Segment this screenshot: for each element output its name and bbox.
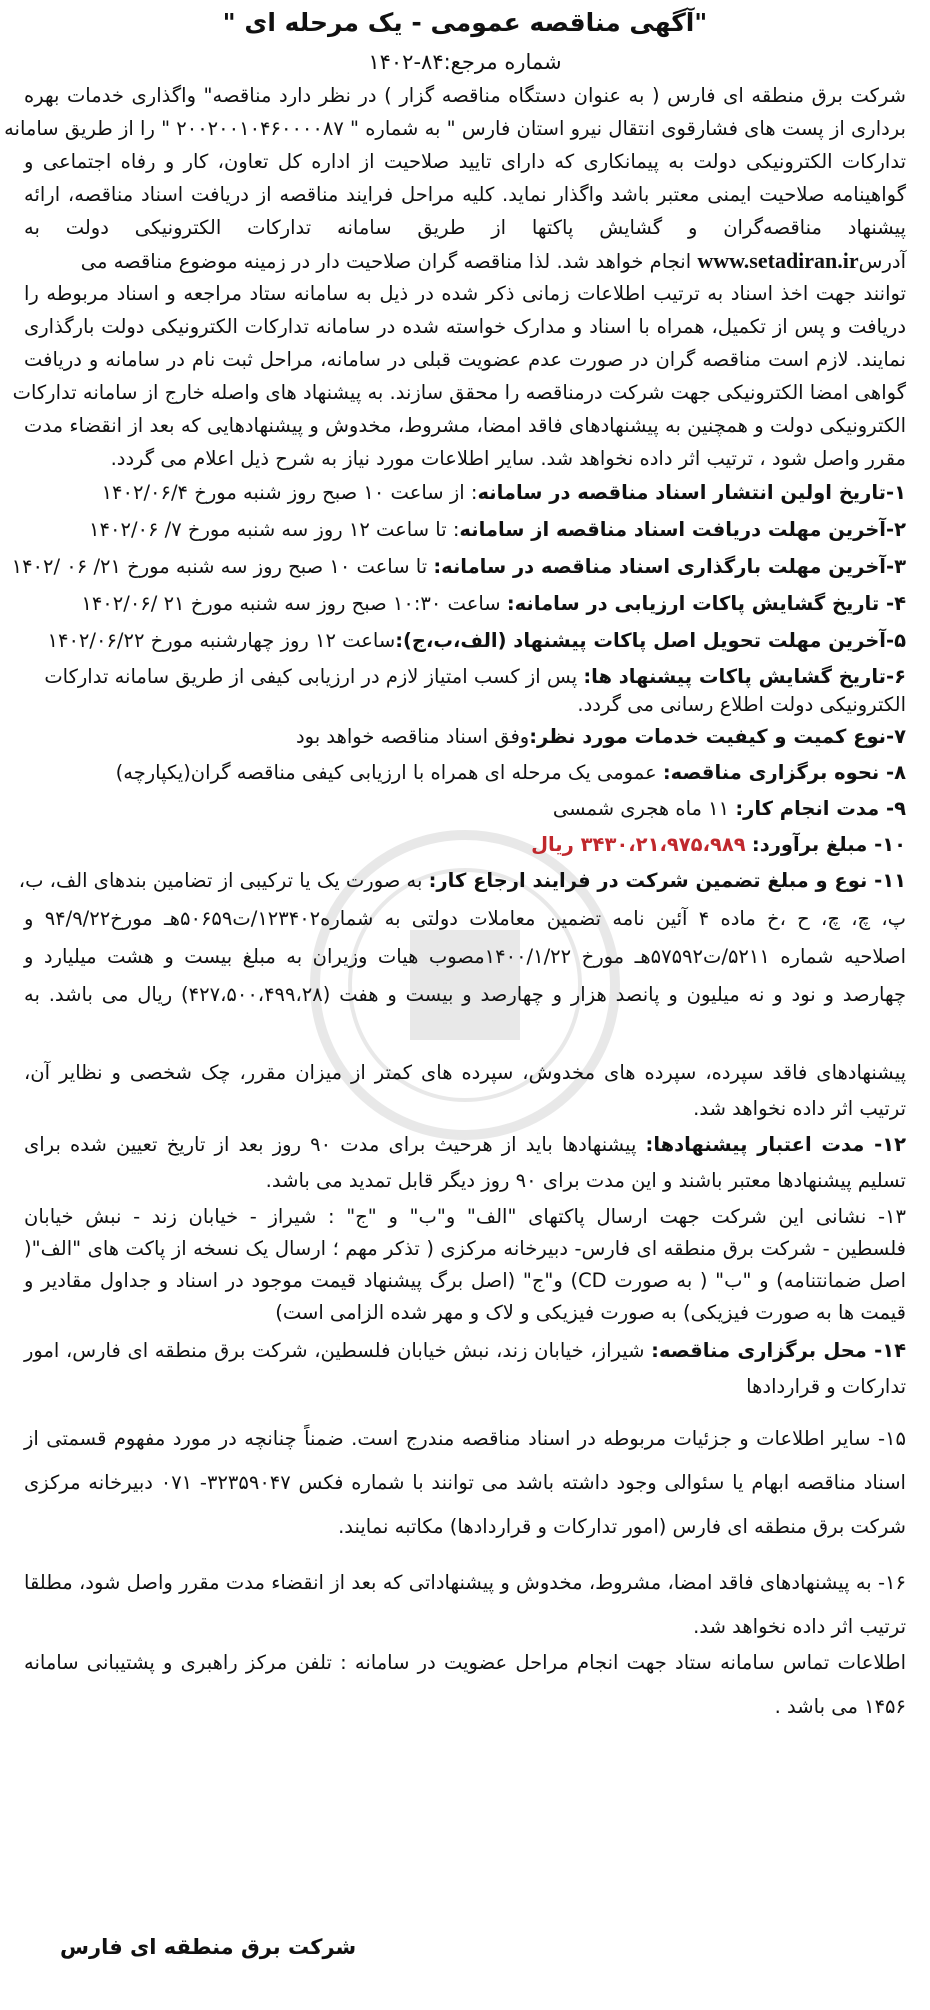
company-signature: شرکت برق منطقه ای فارس [60,1935,357,1959]
estimate-label: ۱۰- مبلغ برآورد: [751,833,906,856]
item-text: پیشنهادها باید از هرحیث برای مدت ۹۰ روز بعد از تاریخ تعیین شده برای [24,1133,646,1156]
deposit-paragraph-line: ترتیب اثر داده نخواهد شد. [693,1097,906,1120]
item-11-line: چهارصد و نود و نه میلیون و پانصد هزار و چهارصد و بیست و هفت (۴۲۷،۵۰۰،۴۹۹،۲۸) ریال می باشد. به [24,983,906,1006]
notice-title: "آگهی مناقصه عمومی - یک مرحله ای " [222,8,708,37]
item-12-line: تسلیم پیشنهادها معتبر باشند و این مدت برای ۹۰ روز دیگر قابل تمدید می باشد. [265,1169,906,1192]
item-15-line: شرکت برق منطقه ای فارس (امور تدارکات و قراردادها) مکاتبه نمایند. [338,1515,906,1538]
item-11 [18,868,906,894]
item-4 [24,591,906,617]
item-9 [24,796,906,822]
website-suffix: انجام خواهد شد. لذا مناقصه گران صلاحیت دار در زمینه موضوع مناقصه می [80,250,692,273]
intro-line: پیشنهاد مناقصه‌گران و گشایش پاکتها از طریق سامانه تدارکات الکترونیکی دولت به [24,216,906,239]
intro-line: دریافت و پس از تکمیل، همراه با اسناد و مدارک خواسته شده در سامانه تدارکات الکترونیکی دولت بارگذاری [24,315,906,338]
item-14-line: تدارکات و قراردادها [746,1375,906,1398]
item-text: ساعت ۱۲ روز چهارشنبه مورخ ۱۴۰۲/۰۶/۲۲ [47,629,396,652]
item-label: ۱۱- نوع و مبلغ تضمین شرکت در فرایند ارجاع کار: [428,869,906,892]
item-text: شیراز، خیابان زند، نبش خیابان فلسطین، شرکت برق منطقه ای فارس، امور [24,1339,652,1362]
item-text: پس از کسب امتیاز لازم در ارزیابی کیفی از طریق سامانه تدارکات [44,665,584,688]
item-text: ۱۱ ماه هجری شمسی [552,797,736,820]
contact-line: ۱۴۵۶ می باشد . [774,1695,906,1718]
item-13-line: اصل ضمانتنامه) و "ب" ( به صورت CD) و"ج" (اصل برگ پیشنهاد قیمت موجود در اسناد و جداول مقادیر و [24,1269,906,1292]
item-13-line: قیمت ها به صورت فیزیکی) به صورت فیزیکی و لاک و مهر شده الزامی است) [275,1301,906,1324]
contact-line: اطلاعات تماس سامانه ستاد جهت انجام مراحل عضویت در سامانه : تلفن مرکز راهبری و پشتیبانی سامانه [24,1651,906,1674]
item-text: وفق اسناد مناقصه خواهد بود [295,725,530,748]
item-12 [24,1132,906,1158]
item-label: ۱-تاریخ اولین انتشار اسناد مناقصه در سامانه [477,481,906,504]
item-text: ساعت ۱۰:۳۰ صبح روز سه شنبه مورخ ۲۱ /۱۴۰۲/۰۶ [81,592,507,615]
intro-line: شرکت برق منطقه ای فارس ( به عنوان دستگاه مناقصه گزار ) در نظر دارد مناقصه" واگذاری خدمات بهره [24,84,906,107]
reference-number: شماره مرجع:۸۴-۱۴۰۲ [368,50,562,74]
item-label: ۱۴- محل برگزاری مناقصه: [651,1339,906,1362]
intro-line: الکترونیکی دولت و همچنین به پیشنهادهای فاقد امضا، مشروط، مخدوش و پیشنهادهایی که بعد از انقضاء مدت [24,414,906,437]
item-text: : از ساعت ۱۰ صبح روز شنبه مورخ ۱۴۰۲/۰۶/۴ [101,481,478,504]
intro-line: مقرر واصل شود ، ترتیب اثر داده نخواهد شد. سایر اطلاعات مورد نیاز به شرح ذیل اعلام می گردد. [110,447,906,470]
intro-line: برداری از پست های فشارقوی انتقال نیرو استان فارس " به شماره " ۲۰۰۲۰۰۱۰۴۶۰۰۰۰۸۷ " را از طریق سامانه [4,117,906,140]
item-label: ۲-آخرین مهلت دریافت اسناد مناقصه از سامانه [459,518,906,541]
item-label: ۹- مدت انجام کار: [735,797,906,820]
item-text: تا ساعت ۱۰ صبح روز سه شنبه مورخ ۲۱/ ۰۶ /۱۴۰۲ [11,555,434,578]
intro-line: توانند جهت اخذ اسناد به ترتیب اطلاعات زمانی ذکر شده در ذیل به سامانه ستاد مراجعه و اسناد مربوطه را [24,282,906,305]
item-label: ۳-آخرین مهلت بارگذاری اسناد مناقصه در سامانه: [433,555,906,578]
website-line [24,248,906,275]
item-label: ۱۲- مدت اعتبار پیشنهادها: [645,1133,907,1156]
item-3 [11,554,906,580]
item-2 [24,517,906,543]
item-label: ۵-آخرین مهلت تحویل اصل پاکات پیشنهاد (الف،ب،ج): [395,629,906,652]
item-13-line: ۱۳- نشانی این شرکت جهت ارسال پاکتهای "الف" و"ب" و "ج" : شیراز - خیابان زند - نبش خیابان [24,1205,906,1228]
item-14 [24,1338,906,1364]
item-label: ۶-تاریخ گشایش پاکات پیشنهاد ها: [583,665,906,688]
item-15-line: ۱۵- سایر اطلاعات و جزئیات مربوطه در اسناد مناقصه مندرج است. ضمناً چنانچه در مورد مفهوم قسمتی از [24,1427,906,1450]
item-16-line: ۱۶- به پیشنهادهای فاقد امضا، مشروط، مخدوش و پیشنهاداتی که بعد از انقضاء مدت مقرر واصل شود، مطلقا [24,1571,906,1594]
item-label: ۷-نوع کمیت و کیفیت خدمات مورد نظر: [529,725,906,748]
item-11-line: پ، چ، چ، ح ،خ ماده ۴ آئین نامه تضمین معاملات دولتی به شماره۱۲۳۴۰۲/ت۵۰۶۵۹هـ مورخ۹۴/۹/۲۲ و [24,907,906,930]
website-prefix: آدرس [858,250,906,273]
item-5 [24,628,906,654]
item-label: ۴- تاریخ گشایش پاکات ارزیابی در سامانه: [506,592,906,615]
item-13-line: فلسطین - شرکت برق منطقه ای فارس- دبیرخانه مرکزی ( تذکر مهم ؛ ارسال یک نسخه از پاکت های "الف"( [24,1237,906,1260]
intro-line: گواهی امضا الکترونیکی جهت شرکت درمناقصه را محقق سازند. به پیشنهاد های واصله خارج از سامانه تدارکات [12,381,906,404]
item-16-line: ترتیب اثر داده نخواهد شد. [693,1615,906,1638]
intro-line: نمایند. لازم است مناقصه گران در صورت عدم عضویت قبلی در سامانه، مراحل ثبت نام در سامانه و دریافت [24,348,906,371]
item-10 [24,832,906,858]
intro-line: تدارکات الکترونیکی دولت به پیمانکاری که دارای تایید صلاحیت از اداره کل تعاون، کار و رفاه اجتماعی و [24,150,906,173]
intro-line: گواهینامه صلاحیت ایمنی معتبر باشد واگذار نماید. کلیه مراحل فرایند مناقصه از دریافت اسناد مناقصه، ارائه [24,183,906,206]
item-text: به صورت یک یا ترکیبی از تضامین بندهای الف، ب، [18,869,429,892]
item-7 [24,724,906,750]
item-6 [24,664,906,690]
item-6-continued [24,692,906,718]
website-link[interactable]: www.setadiran.ir [697,248,859,273]
item-11-line: اصلاحیه شماره ۵۲۱۱/ت۵۷۵۹۲هـ مورخ ۱۴۰۰/۱/۲۲مصوب هیات وزیران به مبلغ بیست و هشت میلیارد و [24,945,907,968]
item-8 [24,760,906,786]
item-text: الکترونیکی دولت اطلاع رسانی می گردد. [577,693,906,716]
deposit-paragraph-line: پیشنهادهای فاقد سپرده، سپرده های مخدوش، سپرده های کمتر از میزان مقرر، چک شخصی و نظایر آن، [24,1061,906,1084]
estimate-value: ۳۴۳۰،۲۱،۹۷۵،۹۸۹ ریال [531,833,746,856]
item-text: : تا ساعت ۱۲ روز سه شنبه مورخ ۷/ ۱۴۰۲/۰۶ [89,518,460,541]
item-1 [24,480,906,506]
item-text: عمومی یک مرحله ای همراه با ارزیابی کیفی مناقصه گران(یکپارچه) [115,761,663,784]
item-15-line: اسناد مناقصه ابهام یا سئوالی وجود داشته باشد می توانند با شماره فکس ۳۲۳۵۹۰۴۷- ۰۷۱ دبیرخانه مرکزی [24,1471,906,1494]
item-label: ۸- نحوه برگزاری مناقصه: [662,761,906,784]
